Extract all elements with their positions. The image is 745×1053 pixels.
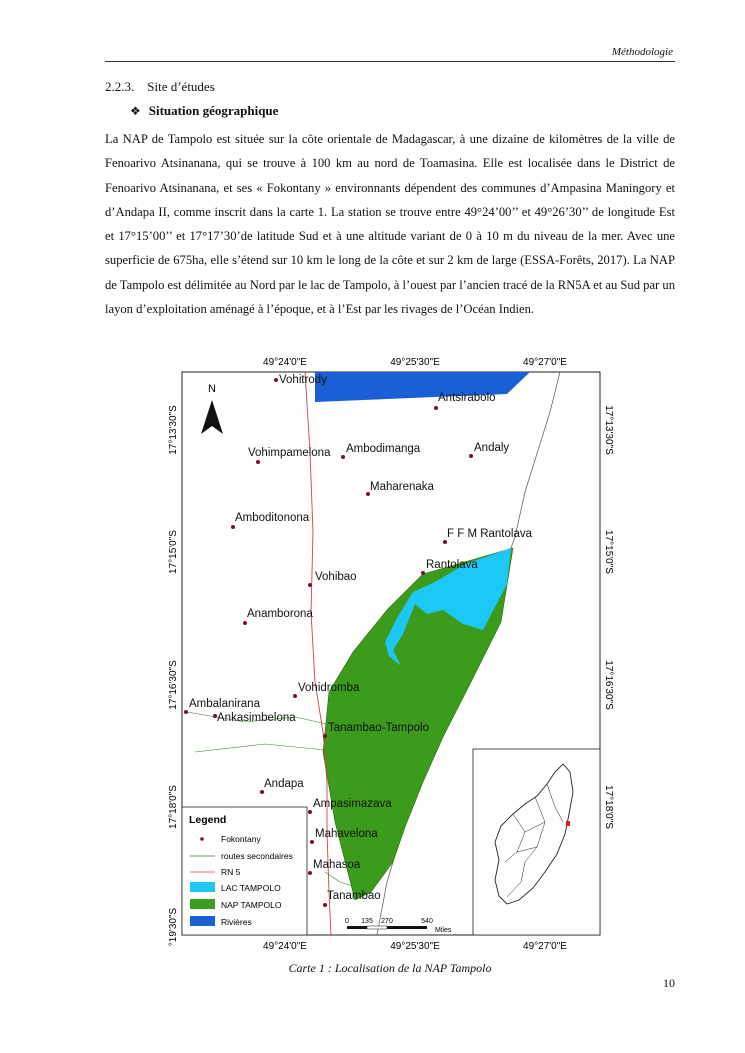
study-site-marker <box>566 821 570 826</box>
place-label: Anamborona <box>247 608 313 620</box>
subsection-title: Situation géographique <box>148 103 279 118</box>
scale-segment <box>387 926 427 929</box>
map-caption: Carte 1 : Localisation de la NAP Tampolo <box>288 961 492 975</box>
place-label: Mahavelona <box>315 828 378 840</box>
lat-tick-right: 17°13'30"S <box>603 405 614 455</box>
lat-tick-right: 17°15'0"S <box>603 530 614 574</box>
place-label: Andaly <box>474 442 510 454</box>
fokontany-point <box>341 455 345 459</box>
fokontany-point <box>260 790 264 794</box>
header-rule <box>105 61 675 62</box>
legend-fokontany-icon <box>200 837 204 841</box>
fokontany-point <box>231 525 235 529</box>
lat-tick-left: 17°16'30"S <box>168 660 179 710</box>
legend-item: routes secondaires <box>221 851 293 861</box>
place-label: Amboditonona <box>235 512 310 524</box>
place-label: Ambalanirana <box>189 698 260 710</box>
fokontany-point <box>308 871 312 875</box>
place-label: Maharenaka <box>370 481 434 493</box>
place-label: Ankasimbelona <box>217 712 296 724</box>
place-label: Antsirabolo <box>438 392 496 404</box>
map-svg <box>165 352 614 957</box>
fokontany-point <box>308 810 312 814</box>
lat-tick-right: 17°18'0"S <box>603 785 614 829</box>
lat-tick-right: 17°16'30"S <box>603 660 614 710</box>
place-label: Vohibao <box>315 571 357 583</box>
page-number: 10 <box>663 976 675 990</box>
fokontany-point <box>434 406 438 410</box>
place-label: Mahasoa <box>313 859 361 871</box>
lat-tick-left: °19'30"S <box>168 907 179 947</box>
section-heading: 2.2.3. Site d’études <box>105 79 215 94</box>
place-label: Vohitrody <box>279 374 327 386</box>
fokontany-point <box>323 903 327 907</box>
legend-item: NAP TAMPOLO <box>221 900 282 910</box>
fokontany-point <box>469 454 473 458</box>
place-label: Rantolava <box>426 559 478 571</box>
legend-box <box>182 807 307 935</box>
fokontany-point <box>184 710 188 714</box>
fokontany-point <box>310 840 314 844</box>
place-label: Ampasimazava <box>313 798 392 810</box>
lon-tick-top: 49°24'0"E <box>263 357 307 368</box>
fokontany-point <box>421 571 425 575</box>
legend-item: Fokontany <box>221 834 261 844</box>
place-label: Tanambao <box>327 890 381 902</box>
scale-label: 540 <box>421 918 433 925</box>
fokontany-point <box>308 583 312 587</box>
scale-unit: Miles <box>435 927 452 934</box>
legend-rivieres-icon <box>190 916 215 926</box>
lat-tick-left: 17°18'0"S <box>168 785 179 829</box>
place-label: F F M Rantolava <box>447 528 532 540</box>
legend-item: Rivières <box>221 917 252 927</box>
lon-tick-top: 49°25'30"E <box>390 357 440 368</box>
lon-tick-top: 49°27'0"E <box>523 357 567 368</box>
fokontany-point <box>323 734 327 738</box>
lon-tick-bottom: 49°24'0"E <box>263 941 307 952</box>
madagascar-inset <box>473 749 600 935</box>
fokontany-point <box>243 621 247 625</box>
place-label: Ambodimanga <box>346 443 421 455</box>
bullet-icon: ❖ <box>130 104 141 118</box>
map-legend <box>182 807 307 935</box>
fokontany-point <box>256 460 260 464</box>
legend-nap-icon <box>190 899 215 909</box>
place-label: Vohimpamelona <box>248 447 331 459</box>
legend-item: RN 5 <box>221 867 241 877</box>
body-paragraph: La NAP de Tampolo est située sur la côte orientale de Madagascar, à une dizaine de kilomètres de la ville de Fenoarivo Atsinanana, qui se trouve à 100 km au nord de Toamasina. Elle est localisée dans le District de Fenoarivo Atsinanana, et ses « Fokontany » environnants dépendent des communes d’Ampasina Maningory et d’Andapa II, comme inscrit dans la carte 1. La station se trouve entre 49°24’00’’ et 49°26’30’’ de longitude Est et 17°15’00’’ et 17°17’30’de latitude Sud et à une altitude variant de 0 à 10 m du niveau de la mer. Avec une superficie de 675ha, elle s’étend sur 10 km le long de la côte et sur 2 km de large (ESSA-Forêts, 2017). La NAP de Tampolo est délimitée au Nord par le lac de Tampolo, à l’ouest par l’ancien tracé de la RN5A et au Sud par un layon d’exploitation aménagé à l’époque, et à l’Est par les rivages de l’Océan Indien. <box>105 132 675 317</box>
scale-label: 135 <box>361 918 373 925</box>
place-label: Vohidromba <box>298 682 360 694</box>
scale-label: 0 <box>345 918 349 925</box>
north-label: N <box>208 383 216 395</box>
lat-tick-left: 17°15'0"S <box>168 530 179 574</box>
location-map <box>165 352 614 957</box>
lat-tick-left: 17°13'30"S <box>168 405 179 455</box>
lon-tick-bottom: 49°25'30"E <box>390 941 440 952</box>
fokontany-point <box>443 540 447 544</box>
place-label: Andapa <box>264 778 304 790</box>
running-header: Méthodologie <box>611 46 673 58</box>
scale-label: 270 <box>381 918 393 925</box>
place-label: Tanambao-Tampolo <box>328 722 430 734</box>
subsection-heading <box>130 103 278 119</box>
lon-tick-bottom: 49°27'0"E <box>523 941 567 952</box>
fokontany-point <box>274 378 278 382</box>
legend-lac-icon <box>190 882 215 892</box>
legend-item: LAC TAMPOLO <box>221 883 281 893</box>
fokontany-point <box>293 694 297 698</box>
scale-segment <box>367 926 387 929</box>
scale-segment <box>347 926 367 929</box>
legend-title: Legend <box>189 814 227 826</box>
